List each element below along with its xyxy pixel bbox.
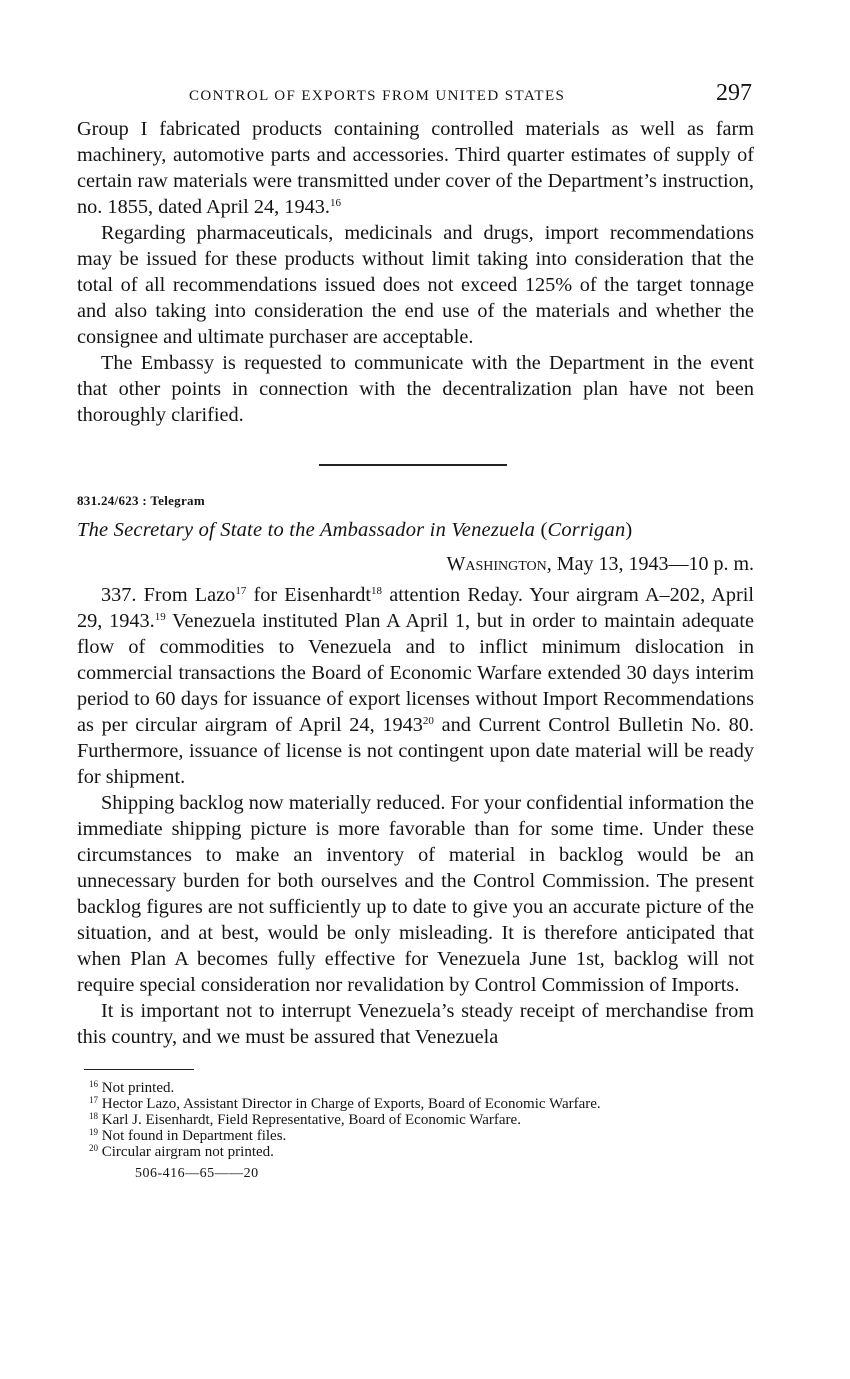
footnote-ref-20[interactable]: 20 (422, 715, 434, 727)
document-page (77, 80, 754, 1182)
paragraph-shipping-backlog: Shipping backlog now materially reduced. For your confidential information the immediate shipping picture is more favorable than for some time. Under these circumstances to make an inventory of material in backlog would be an unnecessary burden for both ourselves and the Control Commission. The present backlog figures are not sufficiently up to date to give you an accurate picture of the situation, and at best, would be only misleading. It is therefore anticipated that when Plan A becomes fully effective for Venezuela June 1st, backlog will not require special consideration nor revalidation by Control Commission of Imports. (77, 792, 754, 996)
running-title: CONTROL OF EXPORTS FROM UNITED STATES (189, 88, 566, 104)
footnote-17: $^{17}$ Hector Lazo, Assistant Director in Charge of Exports, Board of Economic Warfare. (89, 1095, 601, 1112)
document-title: The Secretary of State to the Ambassador in Venezuela (Corrigan) (77, 519, 633, 541)
footnote-ref-17[interactable]: 17 (235, 585, 247, 597)
dateline-place: Washington (446, 553, 547, 575)
footnote-ref-19[interactable]: 19 (154, 611, 166, 623)
paragraph-pharmaceuticals: Regarding pharmaceuticals, medicinals and drugs, import recommendations may be issued for these products without limit taking into consideration that the total of all recommendations issued does not exceed 125% of the target tonnage and also taking into consideration the end use of the materials and whether the consignee and ultimate purchaser are acceptable. (77, 222, 754, 348)
dateline-date: , May 13, 1943—10 p. m. (546, 553, 754, 575)
footnote-divider (84, 1069, 194, 1070)
paragraph-important: It is important not to interrupt Venezuela’s steady receipt of merchandise from this country, and we must be assured that Venezuela (77, 1000, 754, 1048)
paragraph-embassy-request: The Embassy is requested to communicate with the Department in the event that other points in connection with the decentralization plan have not been thoroughly clarified. (77, 352, 754, 426)
footnote-ref-18[interactable]: 18 (371, 585, 383, 597)
footnote-20: $^{20}$ Circular airgram not printed. (89, 1143, 274, 1160)
paragraph-group-i: Group I fabricated products containing controlled materials as well as farm machinery, automotive parts and accessories. Third quarter estimates of supply of certain raw materials were transmitted under cover of the Department’s instruction, no. 1855, dated April 24, 1943.16 (77, 118, 754, 218)
printer-line: 506-416—65——20 (135, 1166, 259, 1181)
section-divider (319, 464, 507, 466)
document-reference: 831.24/623 : Telegram (77, 493, 205, 508)
dateline (77, 553, 754, 576)
footnote-16: $^{16}$ Not printed. (89, 1079, 175, 1096)
footnote-18: $^{18}$ Karl J. Eisenhardt, Field Representative, Board of Economic Warfare. (89, 1111, 521, 1128)
page-number: 297 (716, 80, 752, 106)
footnotes (77, 1080, 754, 1160)
footnote-ref-16[interactable]: 16 (329, 197, 341, 209)
footnote-19: $^{19}$ Not found in Department files. (89, 1127, 287, 1144)
paragraph-telegram-337: 337. From Lazo$^{17}$ for Eisenhardt$^{18}$ attention Reday. Your airgram A–202, April 29, 1943.19 Venezuela instituted Plan A April 1, but in order to maintain adequate flow of commodities to Venezuela and to inflict minimum dislocation in commercial transactions the Board of Economic Warfare extended 30 days interim period to 60 days for issuance of export licenses without Import Recommendations as per circular airgram of April 24, 1943$^{20}$ and Current Control Bulletin No. 80. Furthermore, issuance of license is not contingent upon date material will be ready for shipment. (77, 584, 754, 788)
running-header (77, 80, 754, 116)
